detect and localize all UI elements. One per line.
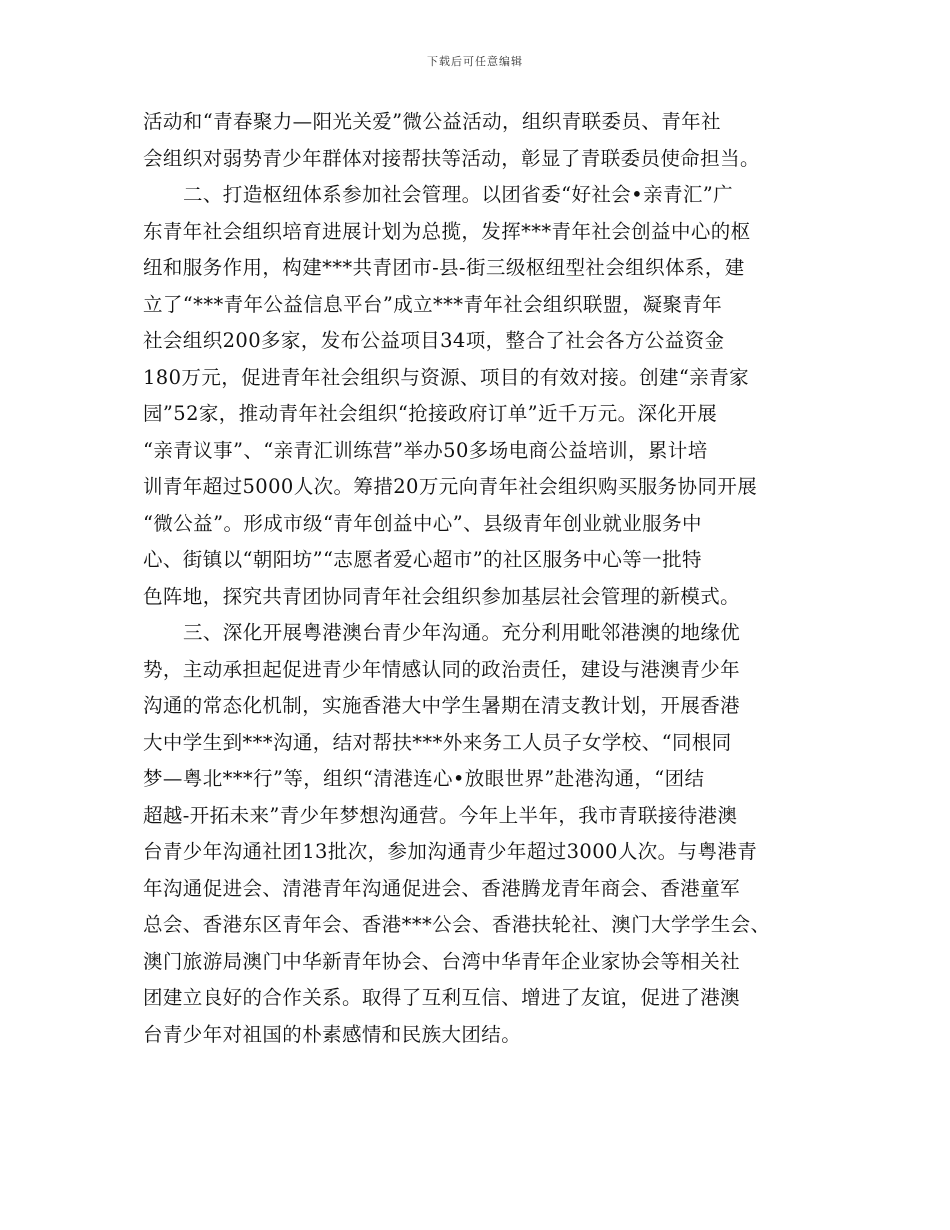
text-line: 团建立良好的合作关系。取得了互利互信、增进了友谊，促进了港澳 xyxy=(143,986,741,1009)
text-line: 年沟通促进会、清港青年沟通促进会、香港腾龙青年商会、香港童军 xyxy=(143,876,741,900)
page-header: 下载后可任意编辑 xyxy=(427,55,523,68)
text-line: 台青少年对祖国的朴素感情和民族大团结。 xyxy=(143,1022,522,1046)
text-line: 180万元，促进青年社会组织与资源、项目的有效对接。创建“亲青家 xyxy=(143,365,749,389)
text-line: 色阵地，探究共青团协同青年社会组织参加基层社会管理的新模式。 xyxy=(143,584,741,608)
text-line: 纽和服务作用，构建***共青团市-县-街三级枢纽型社会组织体系，建 xyxy=(143,256,745,279)
body-text xyxy=(143,104,823,1053)
text-line: 会组织对弱势青少年群体对接帮扶等活动，彰显了青联委员使命担当。 xyxy=(143,146,760,170)
text-line: 梦—粤北***行”等，组织“清港连心•放眼世界”赴港沟通，“团结 xyxy=(143,767,705,790)
text-line: 东青年社会组织培育进展计划为总揽，发挥***青年社会创益中心的枢 xyxy=(143,219,751,243)
text-line: 园”52家，推动青年社会组织“抢接政府订单”近千万元。深化开展 xyxy=(143,402,718,425)
text-line: 沟通的常态化机制，实施香港大中学生暑期在清支教计划，开展香港 xyxy=(143,694,741,717)
text-line: 活动和“青春聚力—阳光关爱”微公益活动，组织青联委员、青年社 xyxy=(143,110,721,133)
text-line: “微公益”。形成市级“青年创益中心”、县级青年创业就业服务中 xyxy=(143,511,702,535)
text-line: 训青年超过5000人次。筹措20万元向青年社会组织购买服务协同开展 xyxy=(143,475,758,498)
text-line: 立了“***青年公益信息平台”成立***青年社会组织联盟，凝聚青年 xyxy=(143,292,723,316)
text-line: 社会组织200多家，发布公益项目34项，整合了社会各方公益资金 xyxy=(143,329,725,352)
text-line: 超越-开拓未来”青少年梦想沟通营。今年上半年，我市青联接待港澳 xyxy=(143,803,738,827)
text-line: 澳门旅游局澳门中华新青年协会、台湾中华青年企业家协会等相关社 xyxy=(143,949,741,973)
text-line: 总会、香港东区青年会、香港***公会、香港扶轮社、澳门大学学生会、 xyxy=(143,913,771,936)
text-line: 大中学生到***沟通，结对帮扶***外来务工人员子女学校、“同根同 xyxy=(143,730,732,754)
text-line: “亲青议事”、“亲青汇训练营”举办50多场电商公益培训，累计培 xyxy=(143,438,708,462)
text-line: 势，主动承担起促进青少年情感认同的政治责任，建设与港澳青少年 xyxy=(143,657,741,681)
text-line: 三、深化开展粤港澳台青少年沟通。充分利用毗邻港澳的地缘优 xyxy=(183,621,741,644)
text-line: 二、打造枢纽体系参加社会管理。以团省委“好社会•亲青汇”广 xyxy=(183,183,734,206)
text-line: 台青少年沟通社团13批次，参加沟通青少年超过3000人次。与粤港青 xyxy=(143,840,758,863)
text-line: 心、街镇以“朝阳坊”“志愿者爱心超市”的社区服务中心等一批特 xyxy=(143,548,702,571)
